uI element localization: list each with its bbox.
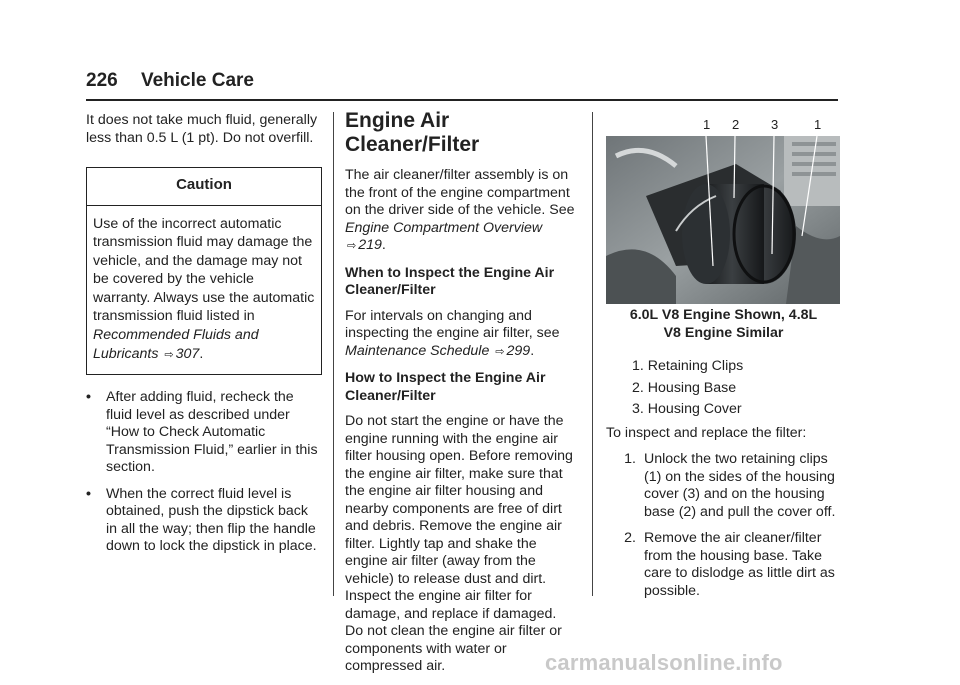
caution-ref-link[interactable]: Recommended Fluids and Lubricants [93, 327, 259, 362]
figure-caption [606, 306, 841, 342]
engine-photo [606, 136, 840, 304]
bullet-text: When the correct fluid level is obtained, push the dipstick back in all the way; then flip the handle down to lock the dipstick in place. [106, 485, 317, 555]
list-item [86, 486, 322, 556]
figure-legend [632, 358, 841, 419]
list-item [632, 358, 841, 376]
engine-air-filter-figure [606, 114, 840, 300]
callout-label: 1 [814, 117, 822, 132]
paragraph [345, 167, 578, 256]
paragraph [345, 308, 578, 362]
caution-text: Use of the incorrect automatic transmission fluid may damage the vehicle, and the damage may not be covered by the vehicle warranty. Always use the automatic transmission fluid listed in [93, 215, 315, 325]
column-divider [333, 112, 334, 596]
subheading: How to Inspect the Engine Air Cleaner/Filter [345, 370, 546, 404]
page-ref-arrow-icon: ⇨ [347, 240, 357, 252]
step-text: Unlock the two retaining clips (1) on the sides of the housing cover (3) and on the housing base (2) and pull the cover off. [644, 451, 836, 520]
watermark: carmanualsonline.info [545, 650, 783, 675]
legend-number: 1. [632, 358, 644, 374]
step-number: 1. [624, 451, 636, 467]
caption-line: 6.0L V8 Engine Shown, 4.8L [629, 307, 818, 323]
paragraph: Do not start the engine or have the engine running with the engine air filter housing open. Before removing the engine air filter, make sure that the engine air filter housing and nearby components are free of dirt and debris. Remove the engine air filter. Lightly tap and shake the engine air filter (away from the vehicle) to release dust and dirt. Inspect the engine air filter for damage, and replace if damaged. Do not clean the engine air filter or components with water or compressed air. [345, 413, 573, 674]
maintenance-schedule-ref-link[interactable]: Maintenance Schedule [345, 342, 490, 359]
legend-label: Housing Base [647, 379, 737, 396]
column-3 [606, 114, 841, 609]
section-heading: Engine Air Cleaner/Filter [345, 109, 480, 156]
steps-intro: To inspect and replace the filter: [606, 424, 807, 441]
page-ref-arrow-icon: ⇨ [164, 348, 174, 361]
subheading: When to Inspect the Engine Air Cleaner/Filter [345, 264, 555, 298]
bullet-marker: • [86, 389, 91, 406]
caution-ref-page[interactable]: 307 [175, 345, 200, 362]
ref-page[interactable]: 299 [506, 342, 531, 359]
page-header [86, 70, 254, 92]
column-2 [345, 109, 578, 685]
paragraph-text: For intervals on changing and inspecting the engine air filter, see [345, 307, 560, 341]
paragraph-text: The air cleaner/filter assembly is on the front of the engine compartment on the driver side of the vehicle. See [345, 167, 575, 218]
list-item [606, 451, 841, 521]
ref-page[interactable]: 219 [358, 237, 382, 253]
bullet-marker: • [86, 485, 91, 502]
list-item [86, 389, 322, 477]
engine-compartment-ref-link[interactable]: Engine Compartment Overview [345, 219, 543, 236]
list-item [632, 380, 841, 398]
column-divider [592, 112, 593, 596]
intro-paragraph: It does not take much fluid, generally less than 0.5 L (1 pt). Do not overfill. [86, 112, 318, 146]
paragraph-end: . [381, 237, 386, 253]
caution-ref-end: . [199, 345, 204, 362]
page-number: 226 [86, 70, 118, 91]
caution-title: Caution [87, 168, 321, 206]
callout-label: 3 [771, 117, 779, 132]
step-number: 2. [624, 530, 636, 546]
step-text: Remove the air cleaner/filter from the housing base. Take care to dislodge as little dirt as possible. [644, 530, 835, 599]
header-rule [86, 99, 838, 101]
caution-box [86, 167, 322, 375]
column-1 [86, 112, 322, 565]
paragraph-end: . [530, 342, 535, 359]
steps-list [606, 451, 841, 600]
legend-number: 3. [632, 401, 644, 417]
figure-callouts [606, 114, 840, 134]
list-item [606, 530, 841, 600]
section-title: Vehicle Care [140, 70, 255, 91]
caution-body [87, 206, 321, 375]
callout-label: 1 [703, 117, 711, 132]
legend-number: 2. [632, 379, 644, 396]
legend-label: Housing Cover [647, 401, 742, 417]
list-item [632, 401, 841, 419]
legend-label: Retaining Clips [647, 358, 744, 374]
callout-label: 2 [732, 117, 740, 132]
page-ref-arrow-icon: ⇨ [495, 345, 505, 358]
bullet-text: After adding fluid, recheck the fluid level as described under “How to Check Automatic Transmission Fluid,” earlier in this section. [106, 389, 318, 476]
caption-line: V8 Engine Similar [663, 325, 784, 341]
